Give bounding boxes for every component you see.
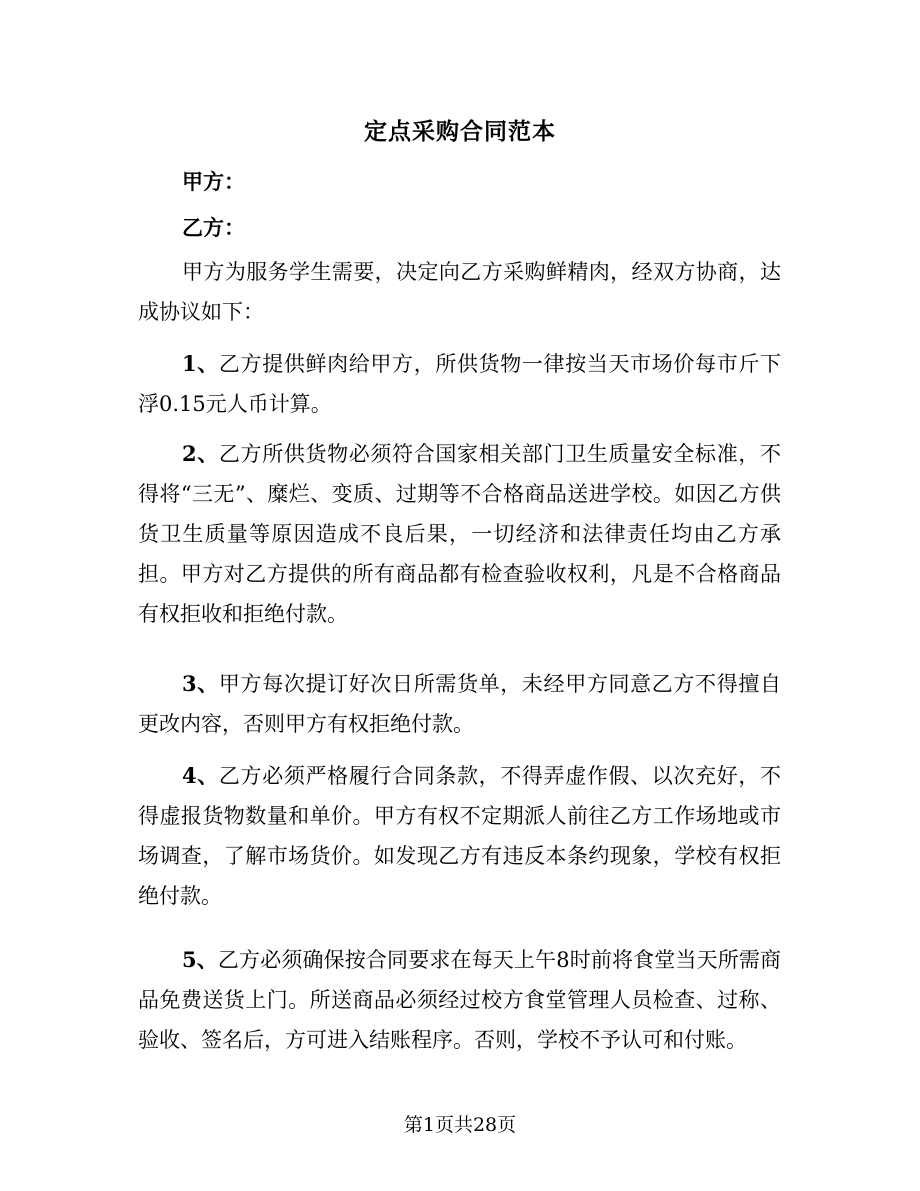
clause-text: 乙方所供货物必须符合国家相关部门卫生质量安全标准，不得将“三无”、糜烂、变质、过期等不合格商品送进学校。如因乙方供货卫生质量等原因造成不良后果，一切经济和法律责任均由乙方承担。甲方对乙方提供的所有商品都有检查验收权利，凡是不合格商品有权拒收和拒绝付款。	[138, 442, 781, 626]
page-number-footer: 第1页共28页	[403, 1114, 517, 1136]
clause-number: 2、	[182, 441, 219, 466]
clause-number: 4、	[182, 763, 219, 788]
clause-number: 1、	[182, 351, 219, 376]
clause-1	[138, 344, 781, 424]
clause-4	[138, 756, 781, 916]
clause-text: 乙方必须确保按合同要求在每天上午8时前将食堂当天所需商品免费送货上门。所送商品必须经过校方食堂管理人员检查、过称、验收、签名后，方可进入结账程序。否则，学校不予认可和付账。	[138, 948, 781, 1052]
clause-text: 乙方必须严格履行合同条款，不得弄虚作假、以次充好，不得虚报货物数量和单价。甲方有权不定期派人前往乙方工作场地或市场调查，了解市场货价。如发现乙方有违反本条约现象，学校有权拒绝付款。	[138, 764, 781, 908]
intro-paragraph: 甲方为服务学生需要，决定向乙方采购鲜精肉，经双方协商，达成协议如下：	[138, 260, 781, 324]
clause-text: 甲方每次提订好次日所需货单，未经甲方同意乙方不得擅自更改内容，否则甲方有权拒绝付款。	[138, 672, 781, 736]
document-title: 定点采购合同范本	[364, 118, 556, 145]
clause-number: 3、	[182, 671, 219, 696]
clause-2	[138, 434, 781, 634]
clause-5	[138, 940, 781, 1060]
party-a-label: 甲方：	[182, 169, 245, 194]
party-b-label: 乙方：	[182, 215, 245, 240]
clause-3	[138, 664, 781, 744]
clause-number: 5、	[182, 947, 218, 972]
clause-text: 乙方提供鲜肉给甲方，所供货物一律按当天市场价每市斤下浮0.15元人币计算。	[138, 352, 781, 416]
